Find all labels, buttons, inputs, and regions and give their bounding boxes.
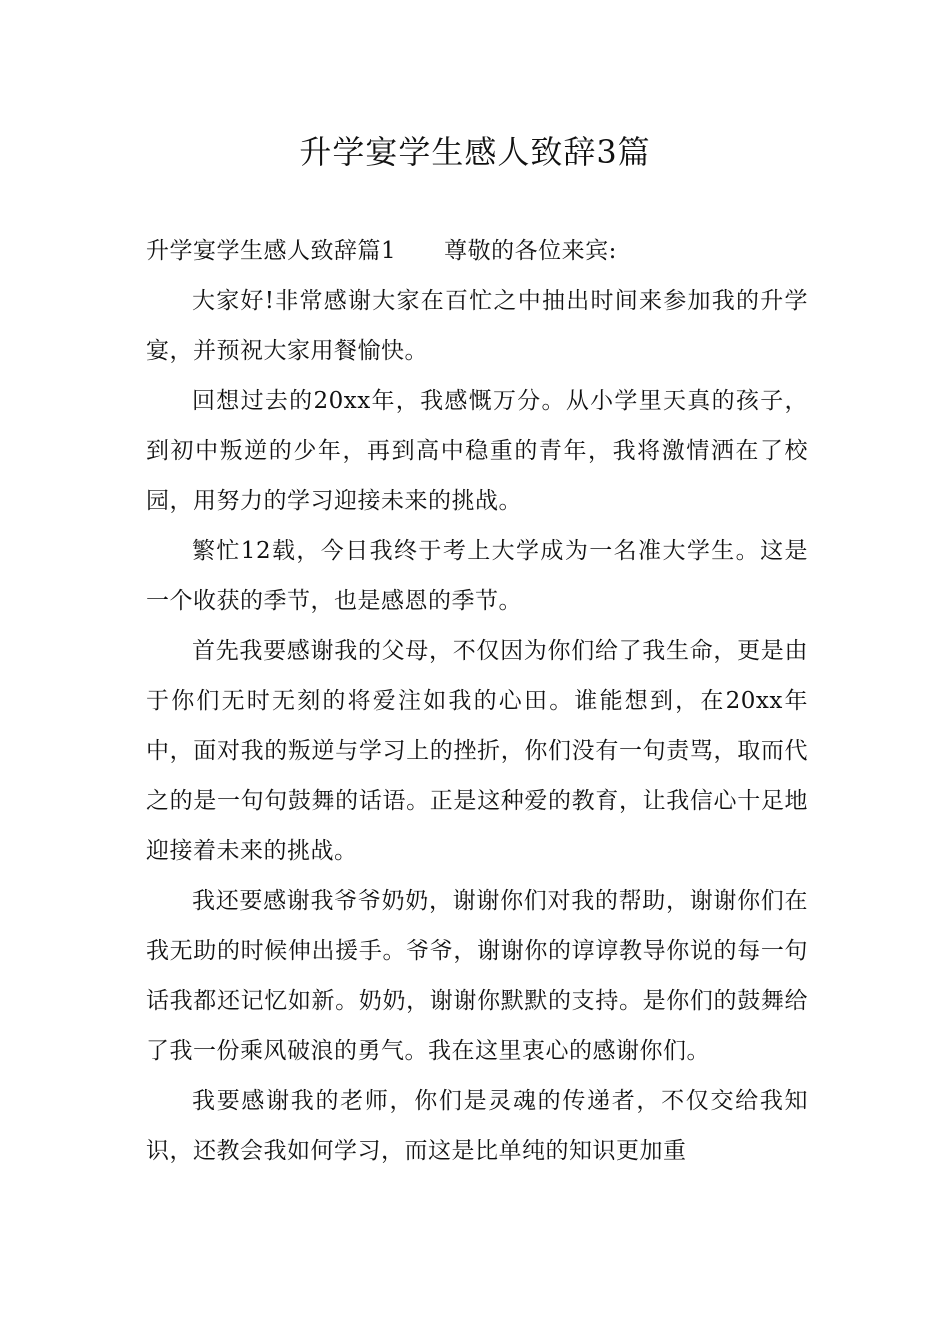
section-heading-line (146, 226, 808, 276)
document-body (146, 226, 808, 1176)
paragraph: 我还要感谢我爷爷奶奶，谢谢你们对我的帮助，谢谢你们在我无助的时候伸出援手。爷爷，谢谢你的谆谆教导你说的每一句话我都还记忆如新。奶奶，谢谢你默默的支持。是你们的鼓舞给了我一份乘风破浪的勇气。我在这里衷心的感谢你们。 (146, 888, 808, 1064)
paragraph: 我要感谢我的老师，你们是灵魂的传递者，不仅交给我知识，还教会我如何学习，而这是比单纯的知识更加重 (146, 1088, 808, 1164)
paragraph: 首先我要感谢我的父母，不仅因为你们给了我生命，更是由于你们无时无刻的将爱注如我的心田。谁能想到，在20xx年中，面对我的叛逆与学习上的挫折，你们没有一句责骂，取而代之的是一句句鼓舞的话语。正是这种爱的教育，让我信心十足地迎接着未来的挑战。 (146, 638, 808, 864)
salutation: 尊敬的各位来宾: (444, 238, 617, 264)
document-title: 升学宴学生感人致辞3篇 (299, 133, 651, 171)
paragraph: 大家好!非常感谢大家在百忙之中抽出时间来参加我的升学宴，并预祝大家用餐愉快。 (146, 288, 808, 364)
paragraph: 回想过去的20xx年，我感慨万分。从小学里天真的孩子，到初中叛逆的少年，再到高中稳重的青年，我将激情洒在了校园，用努力的学习迎接未来的挑战。 (146, 388, 808, 514)
section-heading: 升学宴学生感人致辞篇1 (146, 238, 397, 264)
paragraph: 繁忙12载，今日我终于考上大学成为一名准大学生。这是一个收获的季节，也是感恩的季节。 (146, 538, 808, 614)
